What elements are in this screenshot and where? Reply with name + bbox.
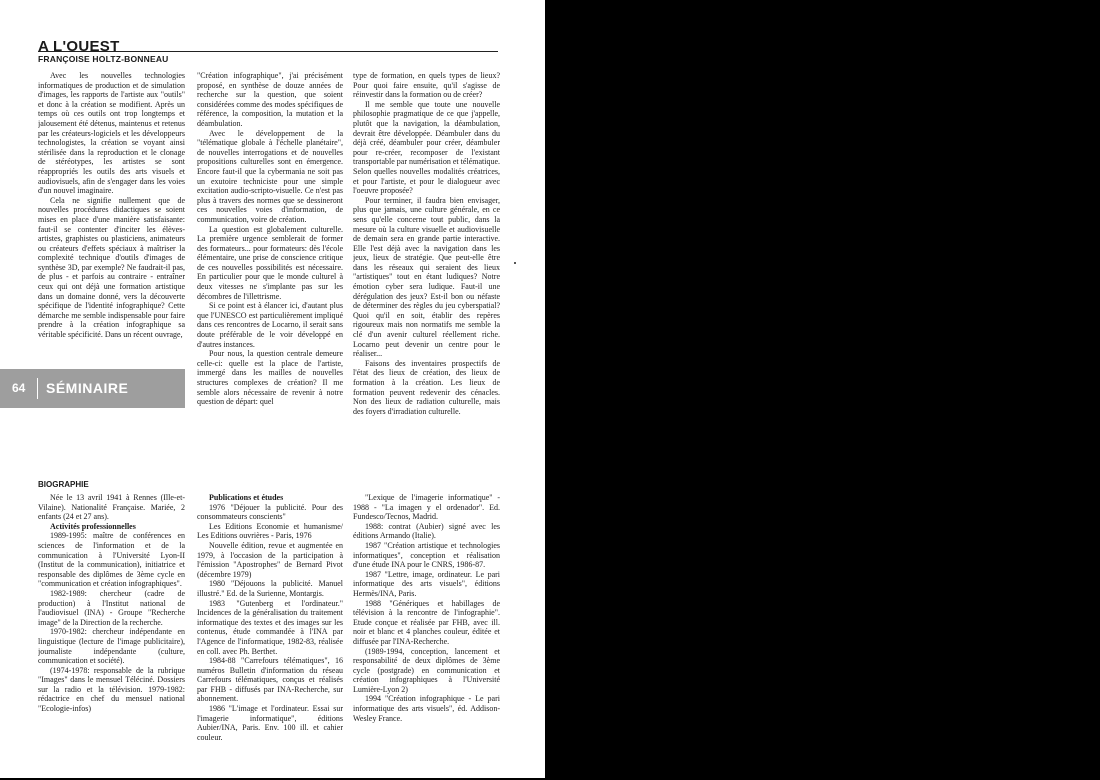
paragraph: Pour terminer, il faudra bien envisager, plus que jamais, une culture générale, en ce sens qu'elle concerne tout public, dans la mesure où la culture visuelle et audiovisuelle de demain sera en grande partie interactive. Elle l'est déjà avec la navigation dans les jeux, lieux de stratégie. Que peut-elle être dans les réseaux qui seraient des lieux "artistiques" tout en étant ludiques? Notre émotion cyber sera ludique. Faut-il une dérégulation des jeux? Est-il bon ou néfaste de déterminer des règles du jeu cyberspatial? Quoi qu'il en soit, établir des repères rigoureux mais non normatifs me semble la clé d'un avenir culturel réellement riche. Locarno peut devenir un centre pour le réaliser... bbox=[353, 195, 500, 359]
paragraph: Faisons des inventaires prospectifs de l'état des lieux de création, des lieux de formation à la création. Les lieux de formation peuvent redevenir des cénacles. Non des lieux de radiation culturelle, mais des foyers d'irradiation culturelle. bbox=[353, 358, 500, 416]
biography-paragraph: "Lexique de l'imagerie informatique" - 1988 - "La imagen y el ordenador". Ed. Fundesco/Tecnos, Madrid. bbox=[353, 493, 500, 522]
biography-paragraph: 1987 "Création artistique et technologies informatiques", conception et réalisation d'une étude INA pour le CNRS, 1986-87. bbox=[353, 540, 500, 570]
paragraph: Cela ne signifie nullement que de nouvelles procédures didactiques se soient mises en place d'une manière satisfaisante: faut-il se contenter d'inciter les élèves-artistes, graphistes ou plasticiens, animateurs ou créateurs d'effets spéciaux à maîtriser la complexité technique d'outils d'images de synthèse 3D, par exemple? Ne faudrait-il pas, de plus - et parfois au contraire - entraîner ceux qui ont déjà une formation artistique dans un domaine donné, vers la découverte spécifique de l'identité infographique? Cette démarche me semble indispensable pour faire prendre à la création infographique sa véritable spécificité. Dans un récent ouvrage, bbox=[38, 195, 185, 340]
biography-paragraph: Les Editions Economie et humanisme/ Les Editions ouvrières - Paris, 1976 bbox=[197, 521, 343, 541]
article-column-2 bbox=[197, 71, 343, 428]
article-column-3 bbox=[353, 71, 500, 428]
biography-paragraph: 1984-88 "Carrefours télématiques", 16 numéros Bulletin d'information du réseau Carrefours télématiques, conçus et réalisés par FHB - diffusés par INA-Recherche, sur abonnement. bbox=[197, 656, 343, 704]
biography-paragraph: 1982-1989: chercheur (cadre de production) à l'Institut national de l'audiovisuel (INA) - Groupe "Recherche image" de la Direction de la recherche. bbox=[38, 588, 185, 627]
biography-column-3 bbox=[353, 493, 500, 763]
magazine-page bbox=[0, 0, 545, 778]
paragraph: Il me semble que toute une nouvelle philosophie pragmatique de ce que j'appelle, plutôt que la navigation, la déambulation, devrait être développée. Déambuler dans du déjà créé, déambuler pour créer, déambuler pour re-créer, recomposer de l'existant transportable par numérisation et télématique. Selon quelles nouvelles modalités créatrices, et pour l'artiste, et pour le dialogueur avec l'oeuvre proposée? bbox=[353, 99, 500, 196]
paragraph: type de formation, en quels types de lieux? Pour quoi faire ensuite, qu'il s'agisse de réinvestir dans la formation ou de créer? bbox=[353, 71, 500, 100]
paragraph: "Création infographique", j'ai précisément proposé, en synthèse de douze années de recherche sur la question, que soient considérées comme des modes spécifiques de référence, la composition, la mutation et la déambulation. bbox=[197, 71, 343, 128]
biography-paragraph: 1988 "Génériques et habillages de télévision à la rencontre de l'infographie". Etude conçue et réalisée par FHB, avec ill. noir et blanc et 4 planches couleur, éditée et diffusée par l'INA-Recherche. bbox=[353, 598, 500, 646]
biography-paragraph: Née le 13 avril 1941 à Rennes (Ille-et-Vilaine). Nationalité Française. Mariée, 2 enfants (24 et 27 ans). bbox=[38, 493, 185, 522]
biography-title: BIOGRAPHIE bbox=[38, 480, 89, 489]
paragraph: Avec le développement de la "télématique globale à l'échelle planétaire", de nouvelles interrogations et de nouvelles propositions culturelles sont en émergence. Encore faut-il que la cybermania ne soit pas un exutoire techniciste pour une simple excitation audio-scripto-visuelle. Ce n'est pas plus à travers des normes que se dessineront ces nouvelles voies d'information, de communication, voire de création. bbox=[197, 128, 343, 224]
biography-column-2 bbox=[197, 493, 343, 763]
biography-paragraph: 1970-1982: chercheur indépendante en linguistique (lecture de l'image publicitaire), journaliste indépendante (culture, communication et société). bbox=[38, 627, 185, 666]
article-title: A L'OUEST bbox=[38, 38, 120, 55]
biography-paragraph: 1987 "Lettre, image, ordinateur. Le pari informatique des arts visuels", éditions Hermès/INA, Paris. bbox=[353, 569, 500, 598]
paragraph: Si ce point est à élancer ici, d'autant plus que l'UNESCO est particulièrement impliqué dans ces rencontres de Locarno, il serait sans doute préférable de le voir développé en d'autres instances. bbox=[197, 301, 343, 349]
biography-paragraph: 1976 "Déjouer la publicité. Pour des consommateurs conscients" bbox=[197, 502, 343, 522]
biography-paragraph: 1980 "Déjouons la publicité. Manuel illustré." Ed. de la Surienne, Montargis. bbox=[197, 579, 343, 598]
biography-paragraph: 1989-1995: maître de conférences en sciences de l'information et de la communication à l'Université Lyon-II (Institut de la communication), initiatrice et responsable des diplômes de 3ème cycle en "communication et création infographiques". bbox=[38, 531, 185, 589]
page-number: 64 bbox=[12, 381, 26, 395]
paragraph: Avec les nouvelles technologies informatiques de production et de simulation d'images, les rapports de l'artiste aux "outils" et donc à la création se modifient. Après un temps où ces outils ont trop longtemps et jalousement été détenus, maintenus et retenus par les créateurs-logiciels et les développeurs technologistes, la création se voyant ainsi stérilisée dans la reproduction et le clonage de stéréotypes, les artistes se sont réappropriés les outils des arts visuels et audiovisuels, afin de s'engager dans les voies d'un nouvel imaginaire. bbox=[38, 71, 185, 196]
band-separator bbox=[37, 378, 38, 399]
biography-column-1 bbox=[38, 493, 185, 763]
article-author: FRANÇOISE HOLTZ-BONNEAU bbox=[38, 54, 169, 64]
section-band bbox=[0, 369, 185, 408]
title-rule bbox=[38, 51, 498, 52]
paragraph: La question est globalement culturelle. La première urgence semblerait de former des formateurs... pour formateurs: dès l'école élémentaire, une prise de conscience critique de ces nouvelles possibilités est nécessaire. En particulier pour que le monde culturel à deux vitesses ne s'implante pas sur les décombres de l'illettrisme. bbox=[197, 224, 343, 301]
biography-paragraph: 1986 "L'image et l'ordinateur. Essai sur l'imagerie informatique", éditions Aubier/INA, Paris. Env. 100 ill. et cahier couleur. bbox=[197, 704, 343, 742]
biography-paragraph: 1988: contrat (Aubier) signé avec les éditions Armando (Italie). bbox=[353, 521, 500, 541]
biography-heading: Activités professionnelles bbox=[50, 521, 136, 531]
biography-paragraph: Nouvelle édition, revue et augmentée en 1979, à l'occasion de la participation à l'émission "Apostrophes" de Bernard Pivot (décembre 1979) bbox=[197, 540, 343, 579]
biography-paragraph: 1983 "Gutenberg et l'ordinateur." Incidences de la généralisation du traitement informatique des textes et des images sur les contenus, étude commandée à l'INA par l'Agence de l'informatique, 1982-83, réalisée en coll. avec Ph. Berthet. bbox=[197, 598, 343, 656]
biography-paragraph: (1989-1994, conception, lancement et responsabilité de deux diplômes de 3ème cycle (postgrade) en communication et création infographiques à l'Université Lumière-Lyon 2) bbox=[353, 646, 500, 694]
paragraph: Pour nous, la question centrale demeure celle-ci: quelle est la place de l'artiste, immergé dans les mailles de nouvelles structures complexes de création? Il me semble alors nécessaire de revenir à notre question de départ: quel bbox=[197, 349, 343, 407]
biography-paragraph: 1994 "Création infographique - Le pari informatique des arts visuels", éd. Addison-Wesley France. bbox=[353, 694, 500, 723]
article-column-1 bbox=[38, 71, 185, 363]
biography-paragraph: (1974-1978: responsable de la rubrique "Images" dans le mensuel Téléciné. Dossiers sur la radio et la télévision. 1979-1982: rédactrice en chef du mensuel national "Ecologie-infos) bbox=[38, 665, 185, 714]
print-speck bbox=[514, 262, 516, 264]
biography-heading: Publications et études bbox=[209, 493, 284, 502]
section-name: SÉMINAIRE bbox=[46, 380, 129, 396]
